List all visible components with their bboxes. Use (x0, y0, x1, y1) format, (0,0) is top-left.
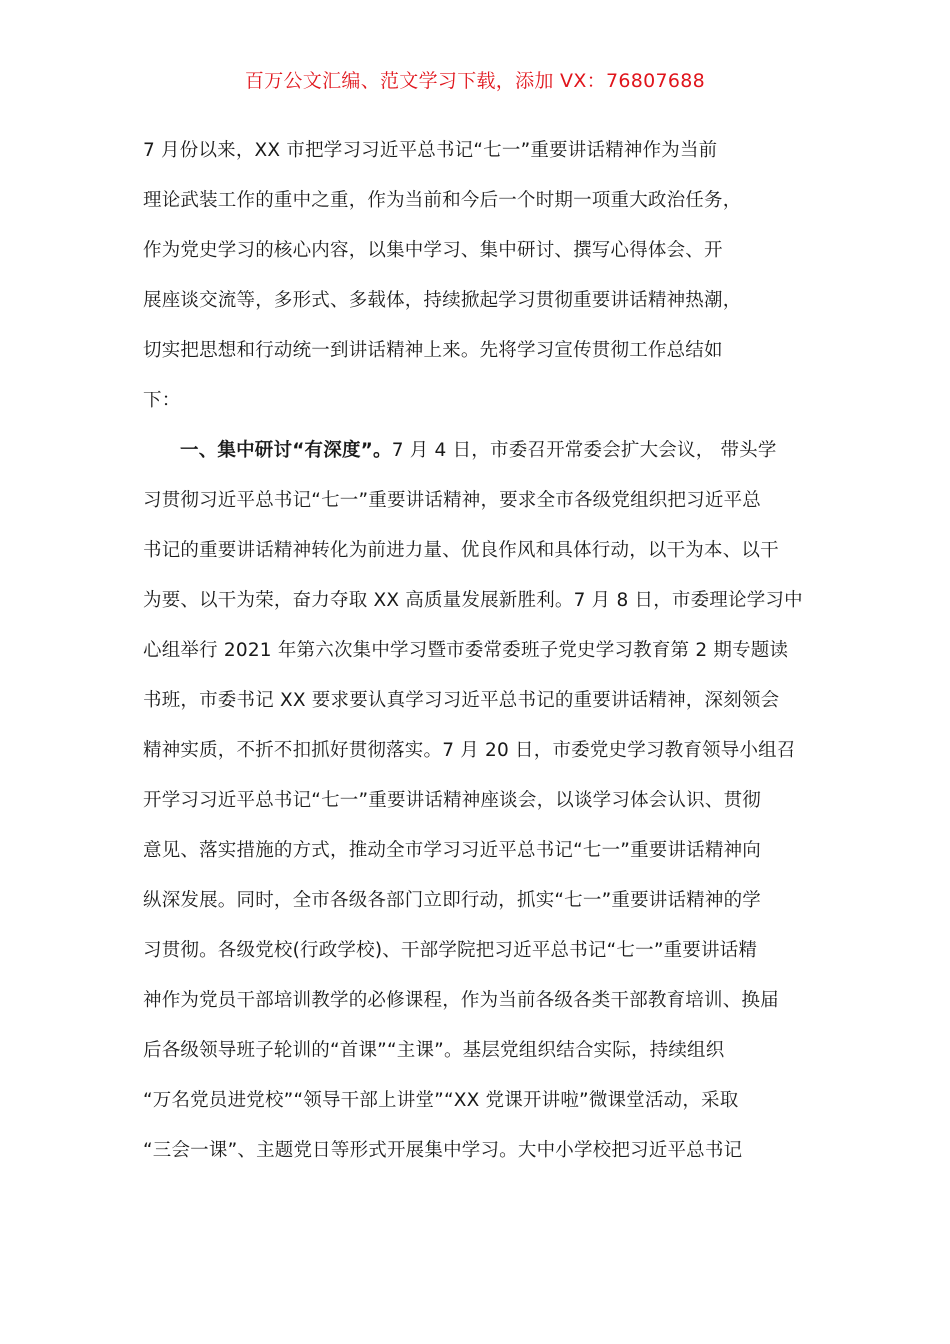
intro-line: 展座谈交流等，多形式、多载体，持续掀起学习贯彻重要讲话精神热潮， (143, 290, 742, 311)
section-1-line: 纵深发展。同时，全市各级各部门立即行动，抓实“七一”重要讲话精神的学 (143, 890, 761, 911)
section-1-line: 精神实质，不折不扣抓好贯彻落实。7 月 20 日，市委党史学习教育领导小组召 (143, 740, 796, 761)
section-1-line: 意见、落实措施的方式，推动全市学习习近平总书记“七一”重要讲话精神向 (143, 840, 761, 861)
section-1-line: 习贯彻习近平总书记“七一”重要讲话精神，要求全市各级党组织把习近平总 (143, 490, 761, 511)
section-1-line: 神作为党员干部培训教学的必修课程，作为当前各级各类干部教育培训、换届 (143, 990, 779, 1011)
section-1-line: 心组举行 2021 年第六次集中学习暨市委常委班子党史学习教育第 2 期专题读 (143, 640, 789, 661)
intro-line: 7 月份以来，XX 市把学习习近平总书记“七一”重要讲话精神作为当前 (143, 140, 718, 161)
intro-line: 下： (143, 390, 181, 411)
section-1-line: “三会一课”、主题党日等形式开展集中学习。大中小学校把习近平总书记 (143, 1140, 743, 1161)
header-watermark: 百万公文汇编、范文学习下载，添加 VX：76807688 (244, 70, 706, 92)
intro-line: 理论武装工作的重中之重，作为当前和今后一个时期一项重大政治任务， (143, 190, 742, 211)
section-1-heading: 一、集中研讨“有深度”。 (180, 440, 392, 461)
intro-line: 切实把思想和行动统一到讲话精神上来。先将学习宣传贯彻工作总结如 (143, 340, 723, 361)
section-1-first-line-text: 7 月 4 日，市委召开常委会扩大会议， 带头学 (391, 440, 777, 461)
section-1-first-line (180, 436, 777, 466)
intro-line: 作为党史学习的核心内容，以集中学习、集中研讨、撰写心得体会、开 (143, 240, 723, 261)
section-1-line: 为要、以干为荣，奋力夺取 XX 高质量发展新胜利。7 月 8 日，市委理论学习中 (143, 590, 803, 611)
section-1-line: 书记的重要讲话精神转化为前进力量、优良作风和具体行动，以干为本、以干 (143, 540, 779, 561)
section-1-line: 开学习习近平总书记“七一”重要讲话精神座谈会，以谈学习体会认识、贯彻 (143, 790, 761, 811)
section-1-line: 书班，市委书记 XX 要求要认真学习习近平总书记的重要讲话精神，深刻领会 (143, 690, 780, 711)
section-1-line: 后各级领导班子轮训的“首课”“主课”。基层党组织结合实际，持续组织 (143, 1040, 725, 1061)
section-1-line: 习贯彻。各级党校(行政学校)、干部学院把习近平总书记“七一”重要讲话精 (143, 940, 758, 961)
section-1-line: “万名党员进党校”“领导干部上讲堂”“XX 党课开讲啦”微课堂活动，采取 (143, 1090, 739, 1111)
